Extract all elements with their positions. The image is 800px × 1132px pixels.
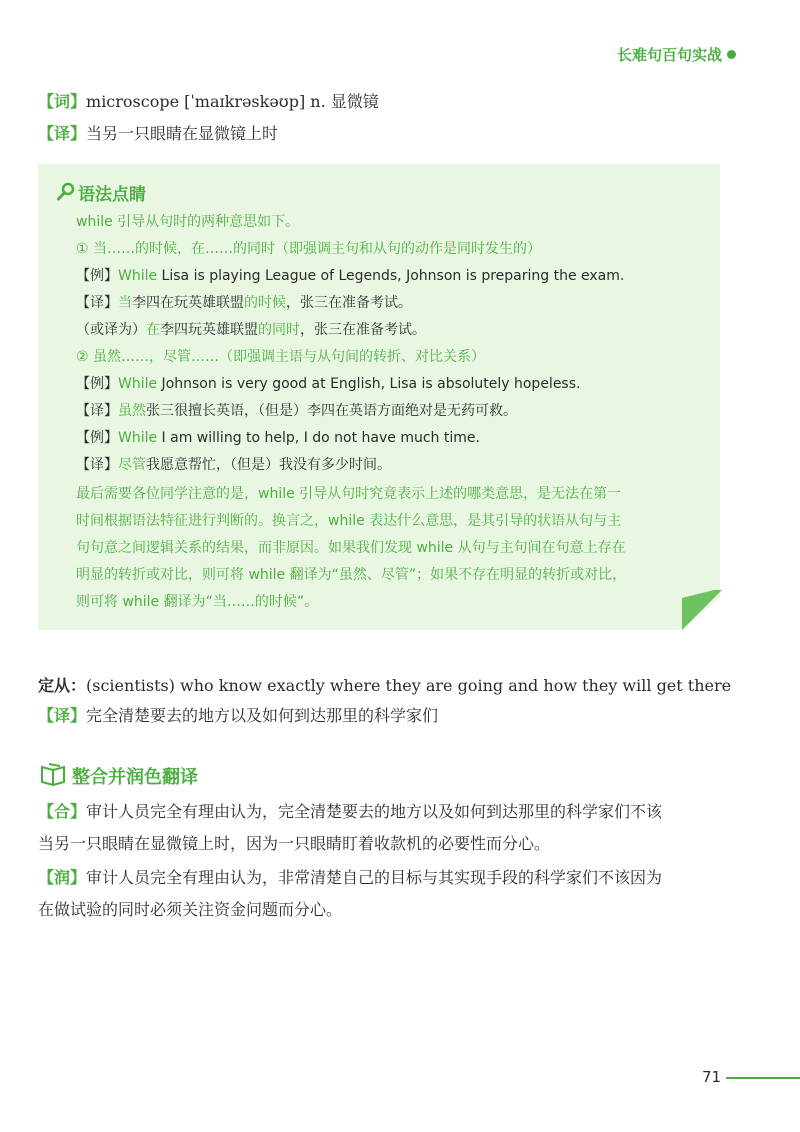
grammar-sense-2: ② 虽然……，尽管……（即强调主语与从句间的转折、对比关系） <box>76 349 485 365</box>
example-tag: 【例】 <box>76 376 118 392</box>
book-icon <box>40 763 68 787</box>
vocab-line <box>38 90 379 114</box>
example-text: Lisa is playing League of Legends, Johnson is preparing the exam. <box>157 268 625 284</box>
example-3-translation <box>76 455 391 475</box>
example-keyword: While <box>118 430 158 446</box>
combined-line-1 <box>38 800 662 824</box>
example-text: Johnson is very good at English, Lisa is absolutely hopeless. <box>157 376 581 392</box>
translation-text: 李四在玩英雄联盟 <box>132 295 244 311</box>
combined-tag: 【合】 <box>38 802 87 821</box>
conclusion-line: 最后需要各位同学注意的是，while 引导从句时究竟表示上述的哪类意思，是无法在第一 <box>76 486 622 502</box>
example-tag: 【例】 <box>76 430 118 446</box>
highlight: 的时候 <box>244 295 286 311</box>
translation-tag: 【译】 <box>38 124 87 143</box>
highlight: 虽然 <box>118 403 146 419</box>
highlight: 当 <box>118 295 132 311</box>
translation-text: ，张三在准备考试。 <box>300 322 426 338</box>
polished-line-2: 在做试验的同时必须关注资金问题而分心。 <box>38 900 343 919</box>
example-keyword: While <box>118 376 158 392</box>
header-dot <box>727 50 736 59</box>
translation-text: 完全清楚要去的地方以及如何到达那里的科学家们 <box>86 706 439 725</box>
running-header: 长难句百句实战 <box>616 46 722 64</box>
grammar-intro: while 引导从句时的两种意思如下。 <box>76 214 300 230</box>
highlight: 的同时 <box>258 322 300 338</box>
clause-text: (scientists) who know exactly where they are going and how they will get there <box>86 676 732 695</box>
combined-text: 审计人员完全有理由认为，完全清楚要去的地方以及如何到达那里的科学家们不该 <box>86 802 663 821</box>
translation-text: 当另一只眼睛在显微镜上时 <box>86 124 279 143</box>
conclusion-line: 明显的转折或对比，则可将 while 翻译为“虽然、尽管”；如果不存在明显的转折或对比， <box>76 567 627 583</box>
translation-tag: 【译】 <box>76 295 118 311</box>
highlight: 尽管 <box>118 457 146 473</box>
grammar-box <box>38 164 720 630</box>
conclusion-line: 句句意之间逻辑关系的结果，而非原因。如果我们发现 while 从句与主句间在句意上存在 <box>76 540 626 556</box>
translation-tag: 【译】 <box>76 457 118 473</box>
example-3 <box>76 428 480 448</box>
highlight: 在 <box>146 322 160 338</box>
example-1-alt-translation <box>76 320 426 340</box>
translation-text: 张三很擅长英语，（但是）李四在英语方面绝对是无药可救。 <box>146 403 517 419</box>
vocab-text: microscope [ˈmaɪkrəskəʊp] n. 显微镜 <box>86 92 379 111</box>
section-title: 整合并润色翻译 <box>72 767 198 788</box>
magnifier-icon <box>56 182 76 202</box>
conclusion-line: 则可将 while 翻译为“当……的时候”。 <box>76 594 319 610</box>
page-number: 71 <box>702 1068 722 1086</box>
grammar-sense-1: ① 当……的时候，在……的同时（即强调主句和从句的动作是同时发生的） <box>76 241 541 257</box>
example-tag: 【例】 <box>76 268 118 284</box>
page-number-rule <box>726 1077 800 1079</box>
conclusion-line: 时间根据语法特征进行判断的。换言之，while 表达什么意思，是其引导的状语从句与主 <box>76 513 622 529</box>
example-1-translation <box>76 293 412 313</box>
translation-text: ，张三在准备考试。 <box>286 295 412 311</box>
translation-text: 李四玩英雄联盟 <box>160 322 258 338</box>
polished-line-1 <box>38 866 662 890</box>
vocab-tag: 【词】 <box>38 92 87 111</box>
polished-tag: 【润】 <box>38 868 87 887</box>
translation-tag: 【译】 <box>76 403 118 419</box>
translation-line-2 <box>38 704 438 728</box>
translation-text: 我愿意帮忙，（但是）我没有多少时间。 <box>146 457 391 473</box>
example-keyword: While <box>118 268 158 284</box>
example-2-translation <box>76 401 517 421</box>
alt-prefix: （或译为） <box>76 322 146 338</box>
translation-line-1 <box>38 122 278 146</box>
grammar-title <box>78 180 146 205</box>
example-2 <box>76 374 580 394</box>
example-text: I am willing to help, I do not have much time. <box>157 430 480 446</box>
clause-line <box>38 674 731 698</box>
example-1 <box>76 266 624 286</box>
polished-text: 审计人员完全有理由认为，非常清楚自己的目标与其实现手段的科学家们不该因为 <box>86 868 663 887</box>
translation-tag: 【译】 <box>38 706 87 725</box>
combined-line-2: 当另一只眼睛在显微镜上时，因为一只眼睛盯着收款机的必要性而分心。 <box>38 834 551 853</box>
clause-tag: 定从： <box>38 676 87 695</box>
grammar-title-text: 语法点睛 <box>78 185 146 205</box>
